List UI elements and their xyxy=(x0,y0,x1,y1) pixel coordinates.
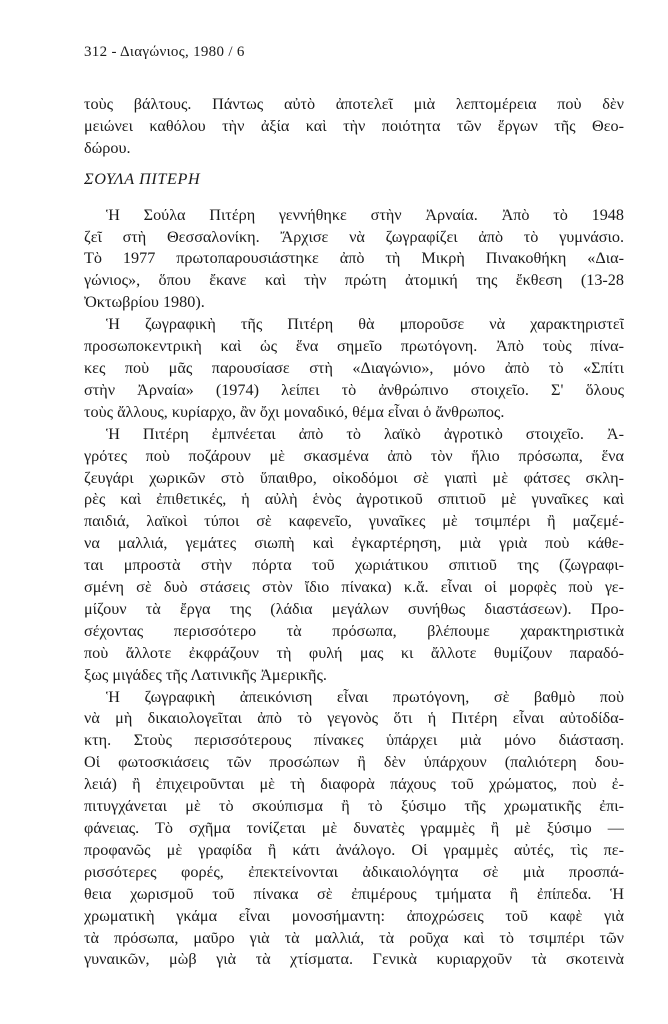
text-line: γρότες ποὺ ποζάρουν μὲ σκασμένα ἀπὸ τὸν ἥλιο πρόσωπα, ἕνα xyxy=(84,446,624,465)
text-line: Ὀκτωβρίου 1980). xyxy=(84,293,205,312)
text-line: νὰ μὴ δικαιολογεῖται ἀπὸ τὸ γεγονὸς ὅτι ἡ Πιτέρη εἶναι αὐτοδίδα- xyxy=(84,709,624,728)
text-line: προσωποκεντρικὴ καὶ ὡς ἕνα σημεῖο πρωτόγονη. Ἀπὸ τοὺς πίνα- xyxy=(84,337,624,356)
running-head: 312 - Διαγώνιος, 1980 / 6 xyxy=(84,44,245,60)
body-text xyxy=(84,94,624,971)
text-line: ζευγάρι χωρικῶν στὸ ὕπαιθρο, οἰκοδόμοι σὲ γιαπὶ μὲ φάτσες σκλη- xyxy=(84,468,624,487)
text-line: σέχοντας περισσότερο τὰ πρόσωπα, βλέπουμε χαρακτηριστικὰ xyxy=(84,621,624,640)
text-line: Τὸ 1977 πρωτοπαρουσιάστηκε ἀπὸ τὴ Μικρὴ Πινακοθήκη «Δια- xyxy=(84,249,624,268)
text-line: φάνειας. Τὸ σχῆμα τονίζεται μὲ δυνατὲς γραμμὲς ἢ μὲ ξύσιμο — xyxy=(84,819,624,837)
text-line: στὴν Ἀρναία» (1974) λείπει τὸ ἀνθρώπινο στοιχεῖο. Σ' ὅλους xyxy=(84,380,624,399)
text-line: σμένη σὲ δυὸ στάσεις στὸν ἴδιο πίνακα) κ.ἄ. εἶναι οἱ μορφὲς ποὺ γε- xyxy=(84,578,624,597)
text-line: ποὺ ἄλλοτε ἐκφράζουν τὴ φυλή μας κι ἄλλοτε θυμίζουν παραδό- xyxy=(84,643,624,662)
text-line: προφανῶς μὲ γραφίδα ἢ κάτι ἀνάλογο. Οἱ γραμμὲς αὐτές, τὶς πε- xyxy=(84,840,624,859)
text-line: ξως μιγάδες τῆς Λατινικῆς Ἀμερικῆς. xyxy=(84,665,327,684)
text-line: Ἡ ζωγραφικὴ τῆς Πιτέρη θὰ μποροῦσε νὰ χαρακτηριστεῖ xyxy=(106,315,624,334)
text-line: δώρου. xyxy=(84,138,131,157)
text-line: ρισσότερες φορές, ἐπεκτείνονται ἀδικαιολόγητα σὲ μιὰ προσπά- xyxy=(84,862,624,881)
text-line: κτη. Στοὺς περισσότερους πίνακες ὑπάρχει μιὰ μόνο διάσταση. xyxy=(84,731,624,750)
text-line: θεια χωρισμοῦ τοῦ πίνακα σὲ ἐπιμέρους τμήματα ἢ ἐπίπεδα. Ἡ xyxy=(84,884,624,903)
text-line: ρὲς καὶ ἐπιθετικές, ἡ αὐλὴ ἑνὸς ἀγροτικοῦ σπιτιοῦ μὲ γυναῖκες καὶ xyxy=(84,490,624,509)
text-line: ται μπροστὰ στὴν πόρτα τοῦ χωριάτικου σπιτιοῦ της (ζωγραφι- xyxy=(84,556,624,575)
text-line: Ἡ ζωγραφικὴ ἀπεικόνιση εἶναι πρωτόγονη, σὲ βαθμὸ ποὺ xyxy=(106,687,624,706)
text-line: παιδιά, λαϊκοὶ τύποι σὲ καφενεῖο, γυναῖκες μὲ τσιμπέρι ἢ μαζεμέ- xyxy=(84,512,624,531)
text-line: χρωματικὴ γκάμα εἶναι μονοσήμαντη: ἀποχρώσεις τοῦ καφὲ γιὰ xyxy=(84,906,624,925)
text-line: μειώνει καθόλου τὴν ἀξία καὶ τὴν ποιότητα τῶν ἔργων τῆς Θεο- xyxy=(84,116,624,135)
text-line: Ἡ Σούλα Πιτέρη γεννήθηκε στὴν Ἀρναία. Ἀπὸ τὸ 1948 xyxy=(106,205,624,224)
text-line: να μαλλιά, γεμάτες σιωπὴ καὶ ἐγκαρτέρηση, μιὰ γριὰ ποὺ κάθε- xyxy=(84,534,624,553)
text-line: Ἡ Πιτέρη ἐμπνέεται ἀπὸ τὸ λαϊκὸ ἀγροτικὸ στοιχεῖο. Ἀ- xyxy=(106,424,624,443)
text-line: Οἱ φωτοσκιάσεις τῶν προσώπων ἢ δὲν ὑπάρχουν (παλιότερη δου- xyxy=(84,753,624,772)
text-line: τὰ πρόσωπα, μαῦρο γιὰ τὰ μαλλιά, τὰ ροῦχα καὶ τὸ τσιμπέρι τῶν xyxy=(84,928,624,947)
text-line: μίζουν τὰ ἔργα της (λάδια μεγάλων συνήθως διαστάσεων). Προ- xyxy=(84,599,624,618)
text-line: ζεῖ στὴ Θεσσαλονίκη. Ἄρχισε νὰ ζωγραφίζει ἀπὸ τὸ γυμνάσιο. xyxy=(84,227,624,246)
section-title: ΣΟΥΛΑ ΠΙΤΕΡΗ xyxy=(84,169,201,188)
text-line: γυναικῶν, μὼβ γιὰ τὰ χτίσματα. Γενικὰ κυριαρχοῦν τὰ σκοτεινὰ xyxy=(84,950,624,969)
text-line: πιτυγχάνεται μὲ τὸ σκούπισμα ἢ τὸ ξύσιμο τῆς χρωματικῆς ἐπι- xyxy=(84,797,624,816)
text-line: λειά) ἢ ἐπιχειροῦνται μὲ τὴ διαφορὰ πάχους τοῦ χρώματος, ποὺ ἐ- xyxy=(84,775,624,794)
text-line: γώνιος», ὅπου ἔκανε καὶ τὴν πρώτη ἀτομική της ἔκθεση (13-28 xyxy=(84,271,624,290)
text-line: τοὺς βάλτους. Πάντως αὐτὸ ἀποτελεῖ μιὰ λεπτομέρεια ποὺ δὲν xyxy=(84,95,624,113)
text-line: τοὺς ἄλλους, κυρίαρχο, ἂν ὄχι μοναδικό, θέμα εἶναι ὁ ἄνθρωπος. xyxy=(84,402,505,421)
text-line: κες ποὺ μᾶς παρουσίασε στὴ «Διαγώνιο», μόνο ἀπὸ τὸ «Σπίτι xyxy=(84,358,624,377)
